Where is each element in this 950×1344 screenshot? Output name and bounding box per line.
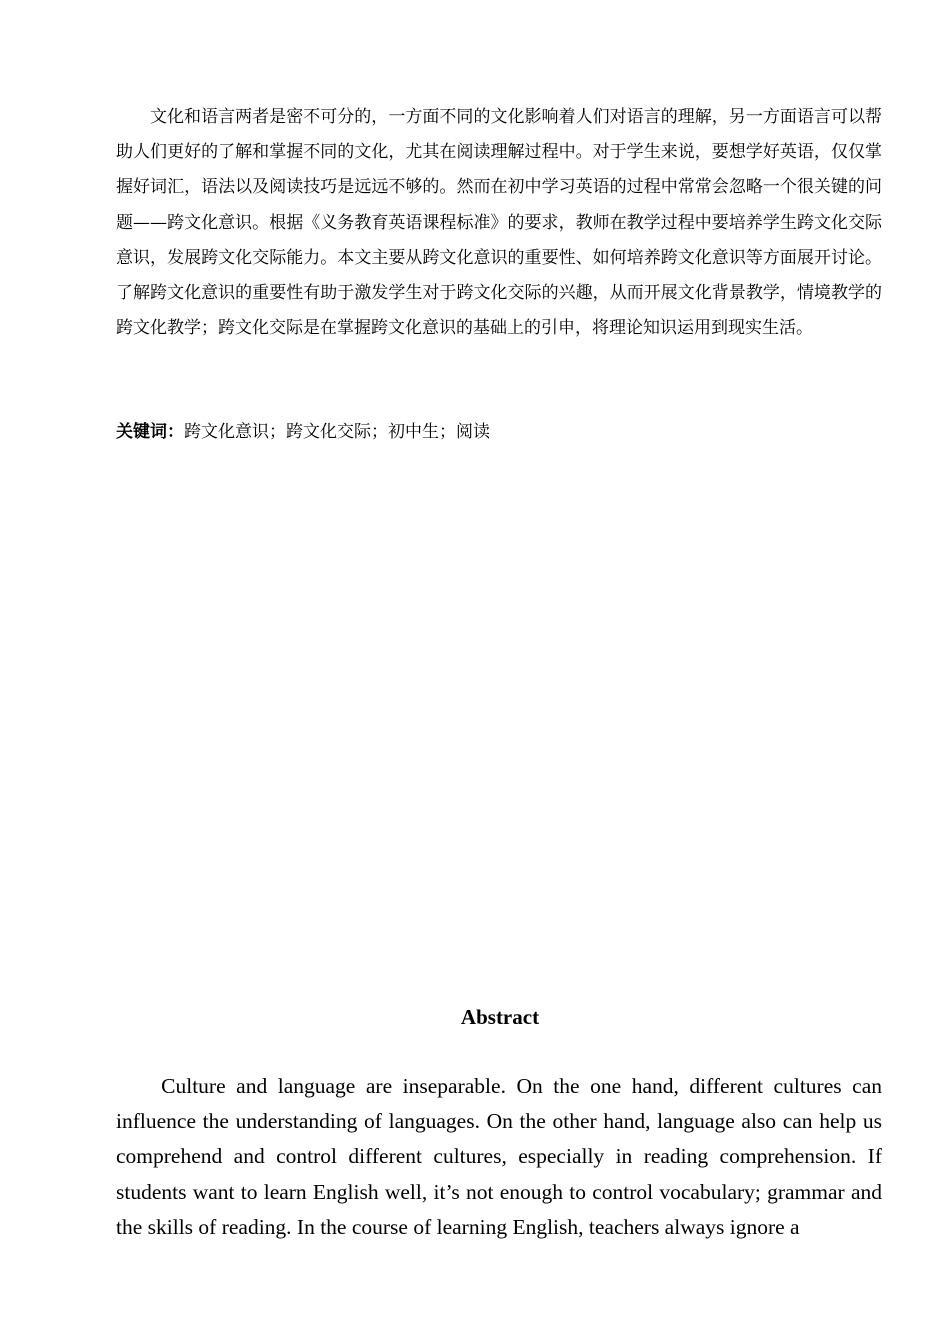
keywords-label: 关键词： bbox=[116, 422, 184, 442]
keywords-text: 跨文化意识；跨文化交际；初中生；阅读 bbox=[184, 422, 490, 442]
abstract-title: Abstract bbox=[460, 1005, 540, 1029]
keywords-line bbox=[116, 416, 882, 448]
english-abstract-paragraph: Culture and language are inseparable. On the one hand, different cultures can influence the understanding of languages. On the other hand, language also can help us comprehend and control different cultures, especially in reading comprehension. If students want to learn English well, it’s not enough to control vocabulary; grammar and the skills of reading. In the course of learning English, teachers always ignore a bbox=[116, 1074, 882, 1239]
chinese-abstract-paragraph: 文化和语言两者是密不可分的，一方面不同的文化影响着人们对语言的理解，另一方面语言可以帮助人们更好的了解和掌握不同的文化，尤其在阅读理解过程中。对于学生来说，要想学好英语，仅仅掌握好词汇，语法以及阅读技巧是远远不够的。然而在初中学习英语的过程中常常会忽略一个很关键的问题——跨文化意识。根据《义务教育英语课程标准》的要求，教师在教学过程中要培养学生跨文化交际意识，发展跨文化交际能力。本文主要从跨文化意识的重要性、如何培养跨文化意识等方面展开讨论。了解跨文化意识的重要性有助于激发学生对于跨文化交际的兴趣，从而开展文化背景教学，情境教学的跨文化教学；跨文化交际是在掌握跨文化意识的基础上的引申，将理论知识运用到现实生活。 bbox=[116, 107, 882, 339]
